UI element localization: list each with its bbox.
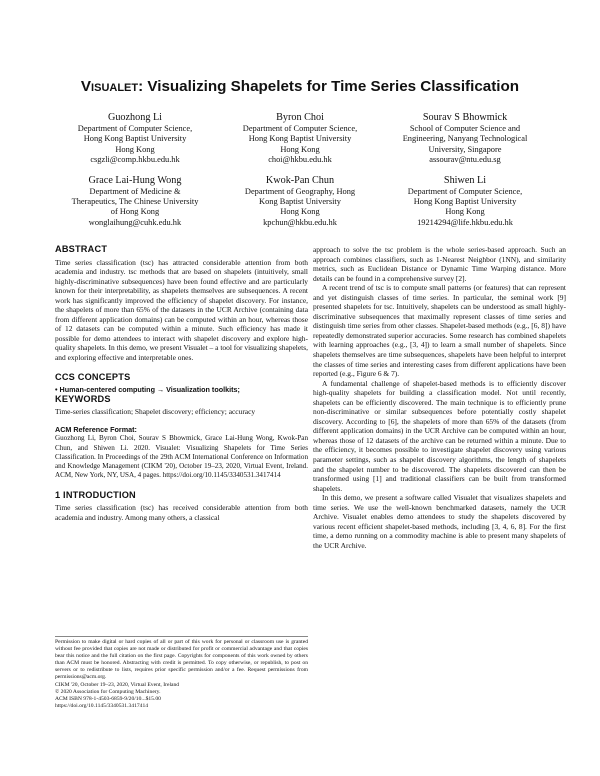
intro-paragraph: approach to solve the tsc problem is the whole series-based approach. Such an approach combines classifiers, such as 1-Nearest Neighbor (1NN), and similarity metrics, such as Euclidean Distance or Dynamic Time Warping distance. More details can be found in a comprehensive survey [2]. bbox=[313, 245, 566, 283]
author-email: wonglaihung@cuhk.edu.hk bbox=[88, 217, 182, 227]
author-affiliation: Engineering, Nanyang Technological bbox=[402, 134, 528, 144]
author-affiliation: Kong Baptist University bbox=[259, 197, 341, 207]
author-affiliation: Department of Medicine & bbox=[89, 186, 181, 196]
acm-reference-heading: ACM Reference Format: bbox=[55, 424, 137, 434]
author-name: Byron Choi bbox=[276, 112, 324, 123]
title-rest: : Visualizing Shapelets for Time Series Classification bbox=[138, 78, 520, 95]
author-name: Sourav S Bhowmick bbox=[422, 112, 508, 123]
copyright-footnote bbox=[55, 636, 308, 710]
author-block bbox=[55, 111, 545, 236]
acm-reference bbox=[55, 425, 308, 481]
intro-paragraph: In this demo, we present a software called Visualet that visualizes shapelets and time series. We use the well-known benchmarked datasets, namely the UCR Archive. Visualet enables demo attendees to study the shapelets discovered by various recent efficient shapelet-based methods, including [3, 4, 6, 8]. For the first time, a demo running on a commodity machine is able to present many shapelets of the UCR Archive. bbox=[313, 493, 566, 550]
intro-paragraph: A fundamental challenge of shapelet-based methods is to efficiently discover high-quality shapelets for building a classification model. Not until recently, shapelets can be efficiently discovered. The main technique is to efficiently prune non-discriminative or similar subsequences before potentially costly shapelet discovery. According to [6], the shapelets of more than 65% of the datasets (from different application domains) in the UCR Archive can be computed within an hour, whereas those of 12 datasets of the archive can be returned within a minute. Due to the efficiency, it becomes possible to investigate shapelet discovery using various parameter settings, such as shapelet discovery algorithms, the length of shapelets and the shapelet number to be discovered. The shapelets discovered can then be transformed using [1] and traditional classifiers can be built from transformed shapelets. bbox=[313, 378, 566, 493]
author-5 bbox=[220, 174, 380, 229]
keywords-text: Time-series classification; Shapelet discovery; efficiency; accuracy bbox=[55, 407, 256, 417]
author-affiliation: Therapeutics, The Chinese University bbox=[71, 197, 199, 207]
author-name: Shiwen Li bbox=[443, 174, 487, 186]
title-tool-name: Visualet bbox=[80, 78, 139, 95]
left-column bbox=[55, 245, 308, 522]
author-name: Guozhong Li bbox=[107, 112, 163, 123]
author-3 bbox=[385, 111, 545, 166]
author-affiliation: Hong Kong Baptist University bbox=[83, 134, 187, 144]
author-name: Grace Lai-Hung Wong bbox=[88, 174, 182, 186]
author-affiliation: Department of Computer Science, bbox=[77, 124, 193, 133]
intro-text-left: Time series classification (tsc) has received considerable attention from both academia and industry. Among many others, a classical bbox=[55, 503, 308, 522]
paper-title bbox=[40, 78, 560, 96]
author-6 bbox=[385, 174, 545, 229]
keywords-heading: KEYWORDS bbox=[55, 393, 111, 404]
author-affiliation: Hong Kong bbox=[445, 207, 485, 217]
author-row-2 bbox=[55, 174, 545, 229]
ccs-heading: CCS CONCEPTS bbox=[55, 371, 131, 382]
author-affiliation: Hong Kong bbox=[115, 144, 155, 154]
author-affiliation: Department of Computer Science, bbox=[407, 186, 523, 196]
author-email: assourav@ntu.edu.sg bbox=[429, 155, 501, 165]
author-affiliation: School of Computer Science and bbox=[409, 124, 521, 133]
author-email: choi@hkbu.edu.hk bbox=[268, 155, 332, 165]
ccs-concepts: • Human-centered computing → Visualization toolkits; bbox=[55, 385, 240, 395]
author-email: 19214294@life.hkbu.edu.hk bbox=[417, 217, 513, 227]
author-affiliation: Hong Kong Baptist University bbox=[248, 134, 352, 144]
author-email: kpchun@hkbu.edu.hk bbox=[263, 217, 337, 227]
conference-line: CIKM '20, October 19–23, 2020, Virtual Event, Ireland bbox=[55, 681, 180, 688]
abstract-text: Time series classification (tsc) has attracted considerable attention from both academia and industry. tsc methods that are based on shapelets (intuitively, small highly-discriminative subsequences) have been found effective and are particularly known for their interpretability, as shapelets themselves are subsequences. A recent work has significantly improved the efficiency of shapelet discovery. For instance, the shapelets of more than 65% of the datasets in the UCR Archive (containing data from different application domains) can be computed within an hour, whereas those of 12 datasets can be computed within a minute. Such efficiency has made it possible for demo attendees to interact with shapelet discovery and explore high-quality shapelets. In this demo, we present Visualet – a tool for visualizing shapelets, and exploring effective and interpretable ones. bbox=[55, 257, 308, 363]
permission-notice: Permission to make digital or hard copies of all or part of this work for personal or classroom use is granted without fee provided that copies are not made or distributed for profit or commercial advantage and that copies bear this notice and the full citation on the first page. Copyrights for components of this work owned by others than ACM must be honored. Abstracting with credit is permitted. To copy otherwise, or republish, to post on servers or to redistribute to lists, requires prior specific permission and/or a fee. Request permissions from permissions@acm.org. bbox=[55, 639, 308, 681]
acm-reference-text: Guozhong Li, Byron Choi, Sourav S Bhowmick, Grace Lai-Hung Wong, Kwok-Pan Chun, and Shiwen Li. 2020. Visualet: Visualizing Shapelets for Time Series Classification. In Proceedings of the 29th ACM International Conference on Information and Knowledge Management (CIKM '20), October 19–23, 2020, Virtual Event, Ireland. ACM, New York, NY, USA, 4 pages. https://doi.org/10.1145/3340531.3417414 bbox=[55, 434, 308, 480]
abstract-heading: ABSTRACT bbox=[55, 244, 108, 254]
author-1 bbox=[55, 111, 215, 166]
doi-link[interactable]: https://doi.org/10.1145/3340531.3417414 bbox=[55, 702, 149, 709]
author-affiliation: of Hong Kong bbox=[110, 207, 160, 217]
intro-heading: 1 INTRODUCTION bbox=[55, 489, 136, 500]
author-email: csgzli@comp.hkbu.edu.hk bbox=[90, 155, 180, 165]
right-column bbox=[313, 245, 566, 551]
copyright-line: © 2020 Association for Computing Machinery. bbox=[55, 688, 161, 695]
intro-paragraph: A recent trend of tsc is to compute small patterns (or features) that can represent and yet distinguish classes of time series. In particular, the seminal work [9] presented shapelets for tsc. Intuitively, shapelets can be understood as small highly-discriminative subsequences that maximally represent classes of time series and distinguish time series from other classes. Shapelet-based methods (e.g., [6, 8]) have repeatedly demonstrated superior accuracies. Some research has combined shapelets with learning approaches (e.g., [3, 4]) to learn a small number of shapelets. Since shapelets themselves are time subsequences, shapelets have been helpful to interpret the classes of time series and interesting cases from different applications have been reported (e.g., Figure 6 & 7). bbox=[313, 283, 566, 379]
author-row-1 bbox=[55, 111, 545, 166]
author-affiliation: Hong Kong Baptist University bbox=[413, 197, 517, 207]
author-affiliation: Hong Kong bbox=[280, 207, 320, 217]
author-2 bbox=[220, 111, 380, 166]
author-affiliation: Department of Geography, Hong bbox=[244, 186, 356, 196]
author-affiliation: Hong Kong bbox=[280, 144, 320, 154]
author-name: Kwok-Pan Chun bbox=[265, 174, 335, 186]
author-affiliation: University, Singapore bbox=[428, 144, 502, 154]
author-4 bbox=[55, 174, 215, 229]
isbn-line: ACM ISBN 978-1-4503-6859-9/20/10...$15.00 bbox=[55, 695, 161, 702]
author-affiliation: Department of Computer Science, bbox=[242, 124, 358, 133]
